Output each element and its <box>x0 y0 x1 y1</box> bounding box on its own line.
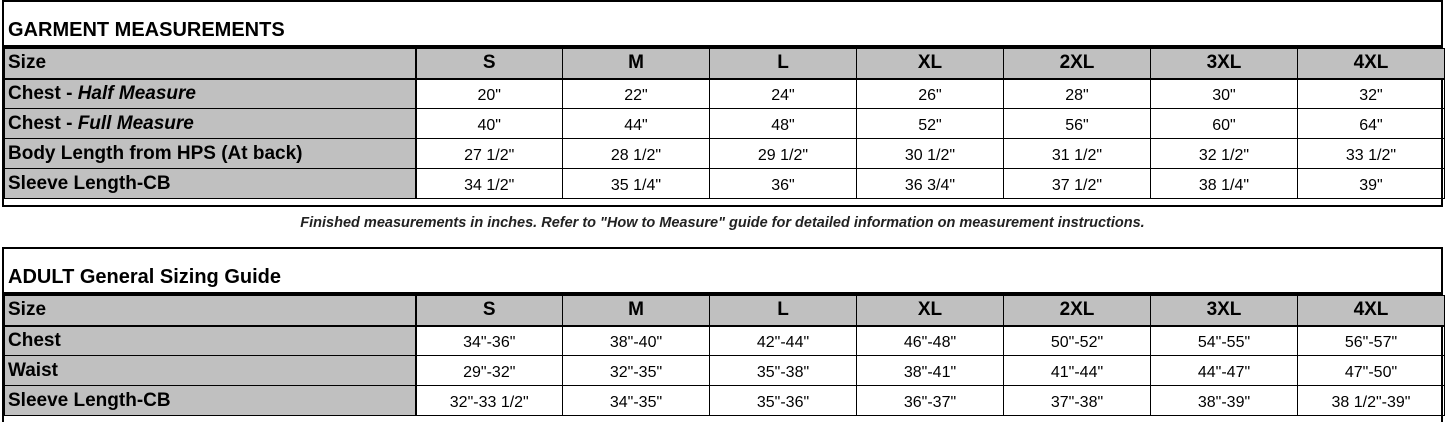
table-cell: 50"-52" <box>1004 326 1151 356</box>
table-cell: 60" <box>1151 109 1298 139</box>
table-cell: 30 1/2" <box>857 139 1004 169</box>
table-cell: 56" <box>1004 109 1151 139</box>
table-cell: 41"-44" <box>1004 356 1151 386</box>
adult-size-m: M <box>563 296 710 326</box>
row-label-text: Chest - <box>8 82 78 104</box>
garment-size-l: L <box>710 49 857 79</box>
row-label-waist: Waist <box>5 356 416 386</box>
garment-measurements-title: GARMENT MEASUREMENTS <box>4 2 1441 48</box>
garment-size-2xl: 2XL <box>1004 49 1151 79</box>
table-cell: 39" <box>1298 169 1445 199</box>
table-cell: 64" <box>1298 109 1445 139</box>
table-cell: 36" <box>710 169 857 199</box>
table-cell: 54"-55" <box>1151 326 1298 356</box>
table-cell: 37"-38" <box>1004 386 1151 416</box>
measurement-note: Finished measurements in inches. Refer to "How to Measure" guide for detailed information on measurement instructions. <box>300 215 1145 231</box>
table-row <box>5 169 1445 199</box>
table-cell: 38"-41" <box>857 356 1004 386</box>
row-label-italic: Full Measure <box>77 112 194 134</box>
adult-size-3xl: 3XL <box>1151 296 1298 326</box>
garment-size-header-row <box>5 49 1445 79</box>
table-row <box>5 139 1445 169</box>
table-cell: 32"-35" <box>563 356 710 386</box>
table-cell: 38 1/2"-39" <box>1298 386 1445 416</box>
table-cell: 29"-32" <box>416 356 563 386</box>
adult-sizing-guide-block <box>2 247 1443 422</box>
row-label-italic: Half Measure <box>77 82 196 104</box>
table-row <box>5 109 1445 139</box>
table-cell: 37 1/2" <box>1004 169 1151 199</box>
adult-sizing-guide-title: ADULT General Sizing Guide <box>4 249 1441 295</box>
adult-size-s: S <box>416 296 563 326</box>
row-label-sleeve-length: Sleeve Length-CB <box>5 386 416 416</box>
adult-size-2xl: 2XL <box>1004 296 1151 326</box>
table-cell: 32"-33 1/2" <box>416 386 563 416</box>
table-cell: 34"-35" <box>563 386 710 416</box>
adult-size-4xl: 4XL <box>1298 296 1445 326</box>
table-cell: 31 1/2" <box>1004 139 1151 169</box>
adult-sizing-guide-table <box>4 295 1445 416</box>
table-cell: 47"-50" <box>1298 356 1445 386</box>
adult-size-label: Size <box>5 296 416 326</box>
garment-size-4xl: 4XL <box>1298 49 1445 79</box>
garment-size-label: Size <box>5 49 416 79</box>
adult-size-l: L <box>710 296 857 326</box>
table-cell: 44"-47" <box>1151 356 1298 386</box>
garment-size-xl: XL <box>857 49 1004 79</box>
table-cell: 38"-40" <box>563 326 710 356</box>
table-cell: 30" <box>1151 79 1298 109</box>
table-cell: 56"-57" <box>1298 326 1445 356</box>
table-row <box>5 356 1445 386</box>
row-label-chest-full <box>5 109 416 139</box>
table-cell: 26" <box>857 79 1004 109</box>
table-cell: 48" <box>710 109 857 139</box>
row-label-chest: Chest <box>5 326 416 356</box>
garment-measurements-table-block <box>2 0 1443 207</box>
table-cell: 44" <box>563 109 710 139</box>
row-label-text: Chest - <box>8 112 78 134</box>
garment-size-3xl: 3XL <box>1151 49 1298 79</box>
garment-measurements-table <box>4 48 1445 199</box>
row-label-body-length: Body Length from HPS (At back) <box>5 139 416 169</box>
garment-size-m: M <box>563 49 710 79</box>
table-cell: 42"-44" <box>710 326 857 356</box>
table-cell: 36"-37" <box>857 386 1004 416</box>
table-cell: 34"-36" <box>416 326 563 356</box>
table-cell: 38 1/4" <box>1151 169 1298 199</box>
table-cell: 34 1/2" <box>416 169 563 199</box>
garment-size-s: S <box>416 49 563 79</box>
adult-size-header-row <box>5 296 1445 326</box>
table-cell: 33 1/2" <box>1298 139 1445 169</box>
table-row <box>5 79 1445 109</box>
table-cell: 35 1/4" <box>563 169 710 199</box>
table-cell: 22" <box>563 79 710 109</box>
table-cell: 32 1/2" <box>1151 139 1298 169</box>
adult-size-xl: XL <box>857 296 1004 326</box>
table-cell: 32" <box>1298 79 1445 109</box>
table-cell: 46"-48" <box>857 326 1004 356</box>
table-cell: 40" <box>416 109 563 139</box>
row-label-sleeve-length: Sleeve Length-CB <box>5 169 416 199</box>
table-cell: 24" <box>710 79 857 109</box>
table-cell: 20" <box>416 79 563 109</box>
table-cell: 28 1/2" <box>563 139 710 169</box>
table-cell: 35"-38" <box>710 356 857 386</box>
table-cell: 29 1/2" <box>710 139 857 169</box>
table-cell: 35"-36" <box>710 386 857 416</box>
table-row <box>5 386 1445 416</box>
table-cell: 28" <box>1004 79 1151 109</box>
table-cell: 27 1/2" <box>416 139 563 169</box>
table-cell: 38"-39" <box>1151 386 1298 416</box>
table-cell: 36 3/4" <box>857 169 1004 199</box>
table-row <box>5 326 1445 356</box>
table-cell: 52" <box>857 109 1004 139</box>
row-label-chest-half <box>5 79 416 109</box>
